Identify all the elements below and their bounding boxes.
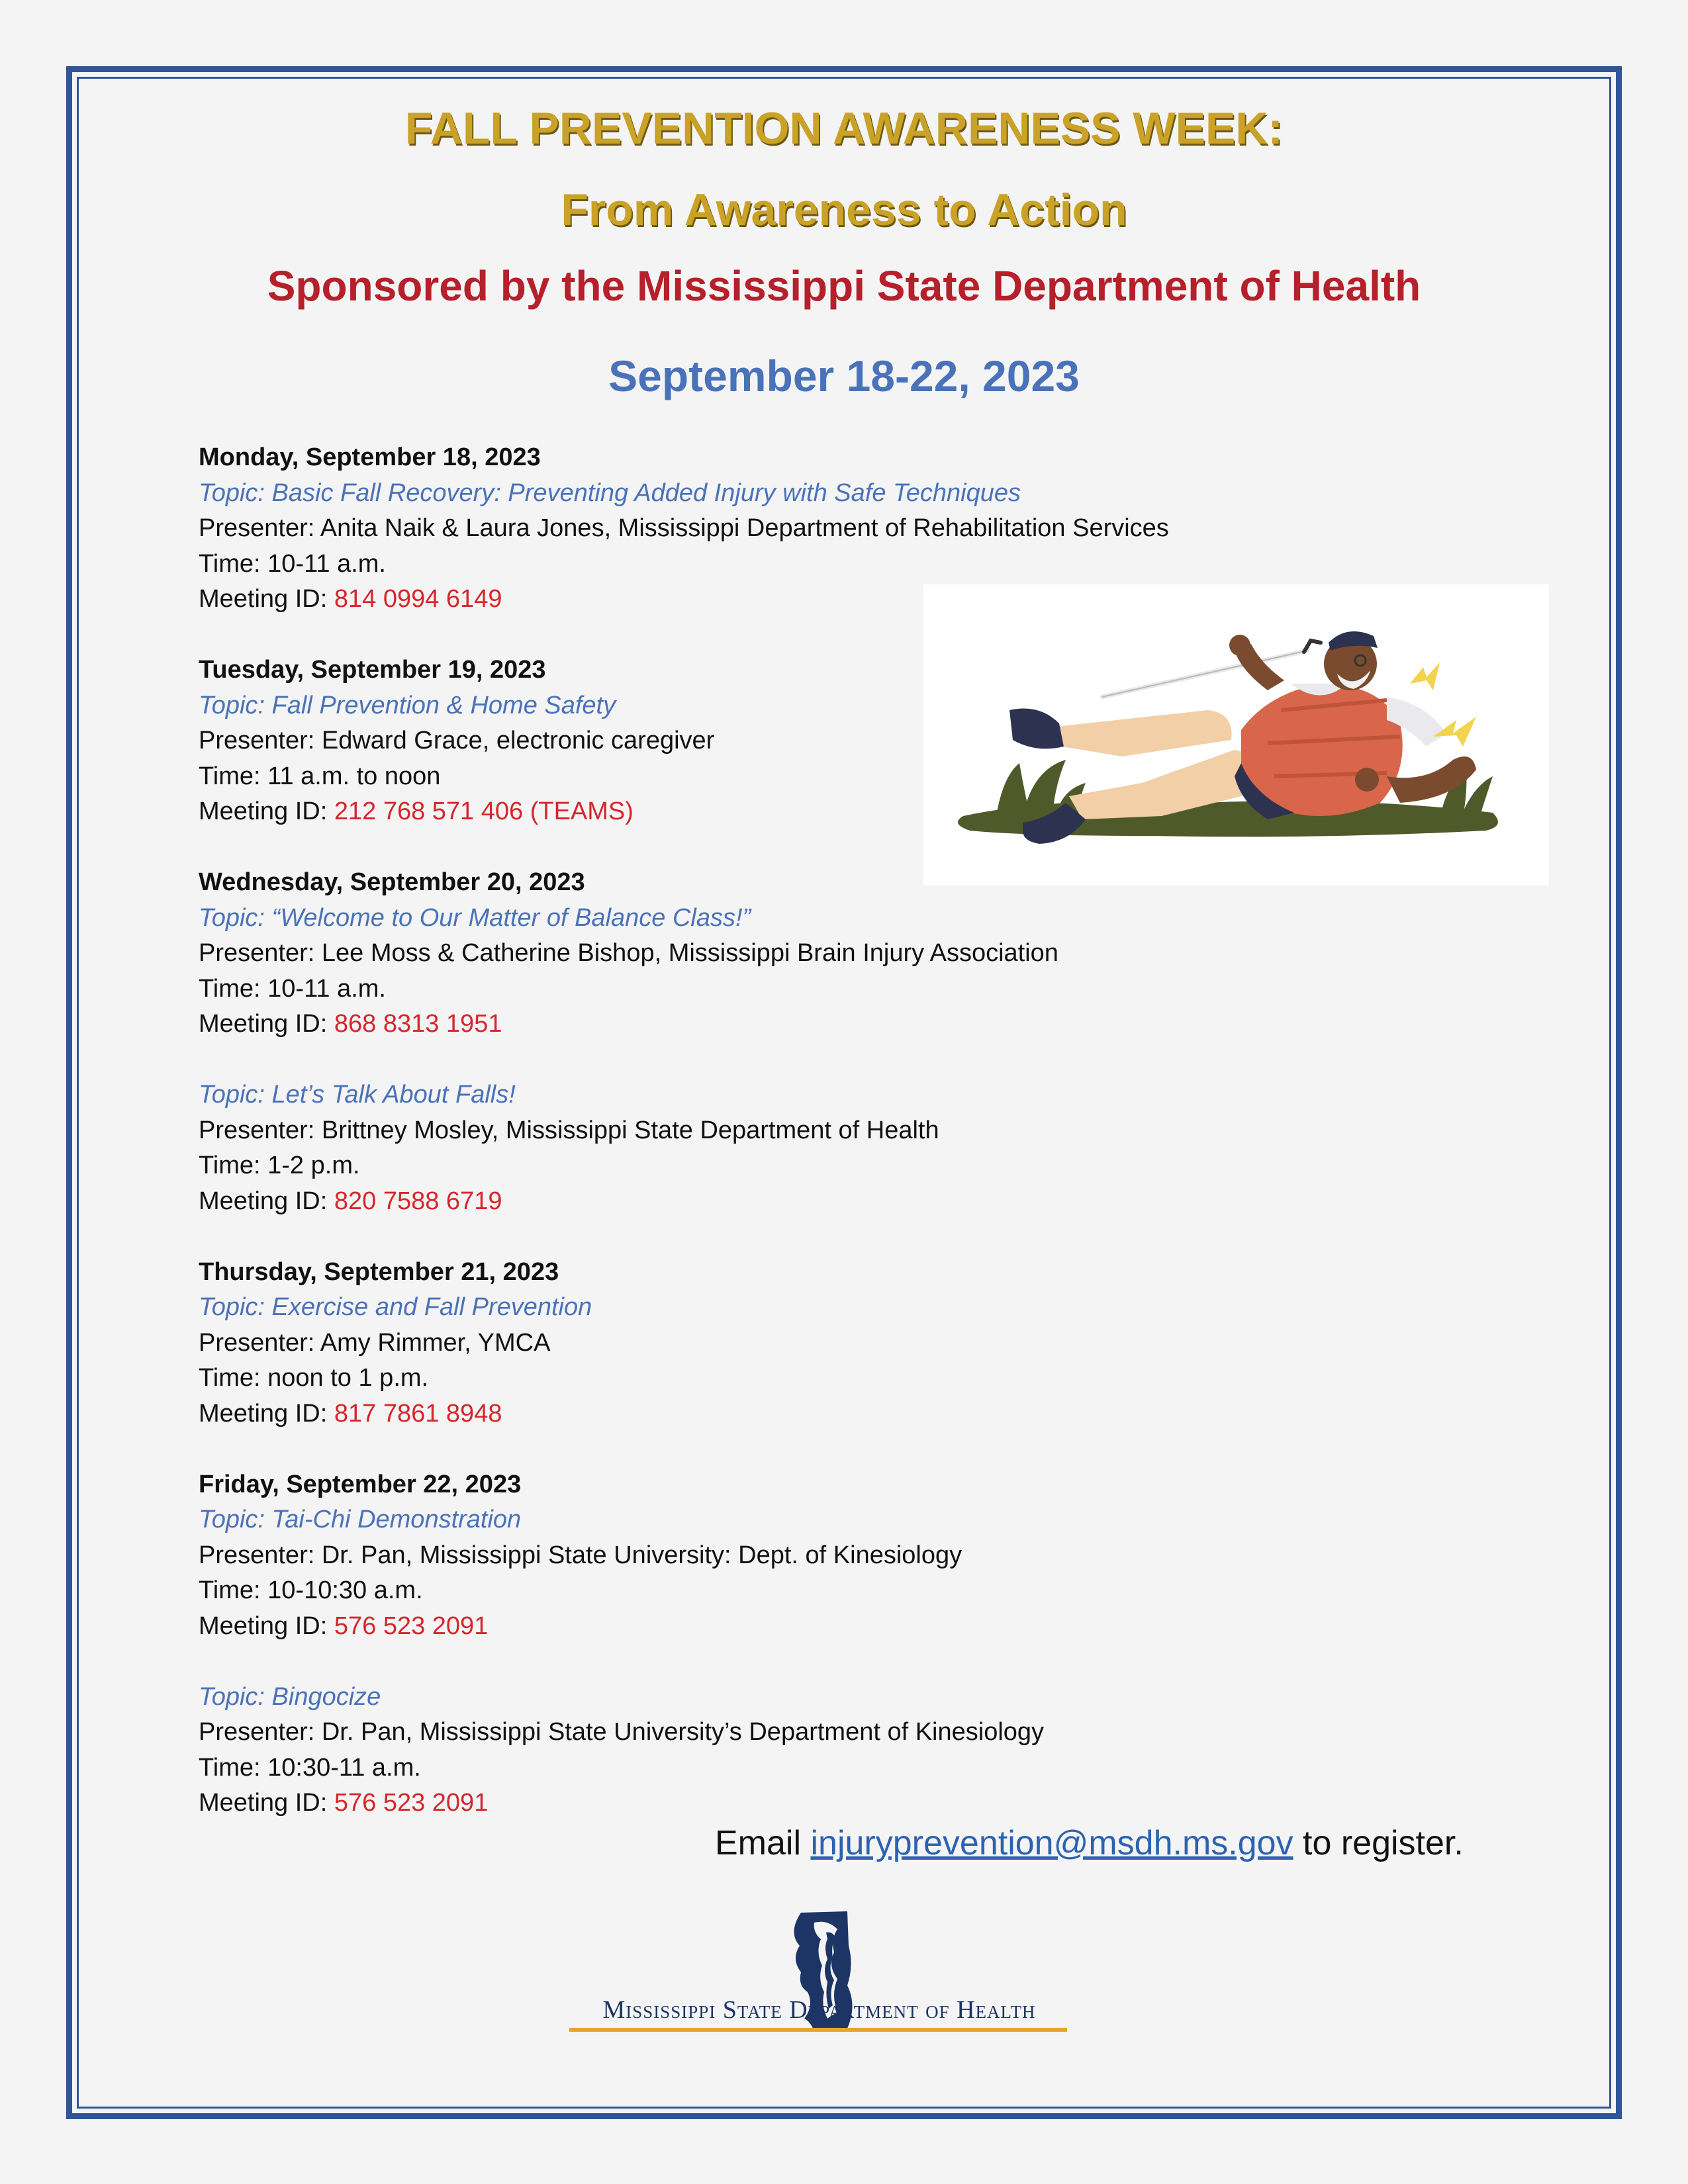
event-topic: Topic: Basic Fall Recovery: Preventing Added Injury with Safe Techniques (199, 478, 1021, 507)
meeting-label: Meeting ID: (199, 1789, 334, 1817)
event-presenter: Presenter: Brittney Mosley, Mississippi State Department of Health (199, 1116, 939, 1144)
event-presenter: Presenter: Dr. Pan, Mississippi State University: Dept. of Kinesiology (199, 1541, 962, 1569)
event-topic: Topic: Bingocize (199, 1682, 381, 1711)
org-name: Mississippi State Department of Health (602, 1996, 1036, 2024)
event-wednesday-1 (199, 865, 1192, 1042)
meeting-id: 814 0994 6149 (334, 585, 502, 613)
org-underline (569, 2028, 1067, 2032)
event-time: Time: 10:30-11 a.m. (199, 1753, 421, 1782)
falling-man-icon (923, 584, 1549, 886)
event-day: Monday, September 18, 2023 (199, 443, 541, 471)
meeting-label: Meeting ID: (199, 1187, 334, 1215)
event-topic: Topic: “Welcome to Our Matter of Balance Class!” (199, 903, 751, 932)
event-thursday (199, 1255, 1192, 1432)
event-time: Time: 10-11 a.m. (199, 974, 386, 1003)
event-dates: September 18-22, 2023 (608, 351, 1080, 400)
event-meeting (199, 1609, 1192, 1645)
event-topic: Topic: Exercise and Fall Prevention (199, 1293, 592, 1321)
event-day: Wednesday, September 20, 2023 (199, 868, 585, 896)
event-presenter: Presenter: Amy Rimmer, YMCA (199, 1328, 551, 1357)
event-meeting (199, 1184, 1192, 1220)
meeting-label: Meeting ID: (199, 797, 334, 825)
meeting-id: 212 768 571 406 (TEAMS) (334, 797, 633, 825)
event-meeting (199, 1396, 1192, 1432)
event-wednesday-2 (199, 1077, 1192, 1219)
event-meeting (199, 1007, 1192, 1042)
meeting-id: 576 523 2091 (334, 1612, 489, 1640)
event-presenter: Presenter: Anita Naik & Laura Jones, Mississippi Department of Rehabilitation Services (199, 514, 1169, 542)
event-topic: Topic: Let’s Talk About Falls! (199, 1081, 516, 1109)
register-prefix: Email (715, 1824, 811, 1862)
event-time: Time: noon to 1 p.m. (199, 1364, 429, 1392)
meeting-label: Meeting ID: (199, 1612, 334, 1640)
register-line (715, 1823, 1464, 1863)
register-email-link[interactable]: injuryprevention@msdh.ms.gov (810, 1824, 1293, 1862)
meeting-label: Meeting ID: (199, 1010, 334, 1038)
event-day: Tuesday, September 19, 2023 (199, 656, 546, 684)
page-subtitle: From Awareness to Action (561, 185, 1127, 235)
event-day: Friday, September 22, 2023 (199, 1470, 522, 1498)
event-time: Time: 11 a.m. to noon (199, 762, 441, 790)
event-topic: Topic: Tai-Chi Demonstration (199, 1506, 522, 1533)
event-presenter: Presenter: Lee Moss & Catherine Bishop, Mississippi Brain Injury Association (199, 939, 1058, 967)
event-presenter: Presenter: Edward Grace, electronic caregiver (199, 727, 715, 754)
meeting-label: Meeting ID: (199, 585, 334, 613)
event-time: Time: 10-11 a.m. (199, 549, 386, 578)
event-meeting (199, 1786, 1192, 1821)
meeting-id: 817 7861 8948 (334, 1399, 502, 1428)
meeting-id: 820 7588 6719 (334, 1187, 502, 1215)
event-time: Time: 1-2 p.m. (199, 1152, 360, 1179)
event-presenter: Presenter: Dr. Pan, Mississippi State University’s Department of Kinesiology (199, 1718, 1045, 1746)
event-friday-1 (199, 1467, 1192, 1645)
event-topic: Topic: Fall Prevention & Home Safety (199, 691, 616, 719)
page-title: FALL PREVENTION AWARENESS WEEK: (404, 103, 1284, 154)
meeting-id: 868 8313 1951 (334, 1010, 502, 1038)
register-suffix: to register. (1293, 1824, 1464, 1862)
falling-man-illustration (923, 584, 1549, 886)
event-friday-2 (199, 1680, 1192, 1821)
sponsor-line: Sponsored by the Mississippi State Department of Health (267, 262, 1421, 310)
meeting-id: 576 523 2091 (334, 1789, 489, 1817)
event-time: Time: 10-10:30 a.m. (199, 1576, 423, 1604)
event-day: Thursday, September 21, 2023 (199, 1257, 559, 1286)
meeting-label: Meeting ID: (199, 1399, 334, 1428)
